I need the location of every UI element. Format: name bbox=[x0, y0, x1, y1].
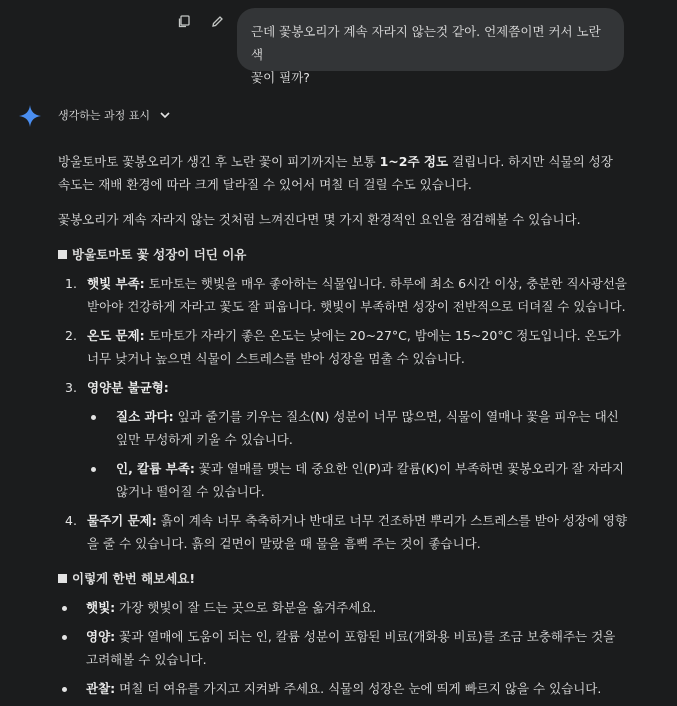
edit-pencil-icon bbox=[211, 15, 224, 28]
section-heading-tips: 이렇게 한번 해보세요! bbox=[58, 567, 628, 590]
list-item: 4. 물주기 문제: 흙이 계속 너무 축축하거나 반대로 너무 건조하면 뿌리가 스트레스를 받아 성장에 영향을 줄 수 있습니다. 흙의 겉면이 말랐을 때 물을 흠뻑 주는 것이 좋습니다. bbox=[65, 513, 628, 551]
user-message-line2: 꽃이 필까? bbox=[251, 70, 310, 85]
sparkle-icon bbox=[18, 104, 42, 128]
list-item: 3. 영양분 불균형: 질소 과다: 잎과 줄기를 키우는 질소(N) 성분이 너무 많으면, 식물이 열매나 꽃을 피우는 대신 잎만 무성하게 키울 수 있습니다. 인, 칼륨 부족: 꽃과 열매를 맺는 데 중요한 인(P)과 칼륨(K)이 부족하면 꽃봉오리가 잘 자라지 않거나 떨어질 수 있습니다. bbox=[58, 376, 628, 503]
list-item: 인, 칼륨 부족: 꽃과 열매를 맺는 데 중요한 인(P)과 칼륨(K)이 부족하면 꽃봉오리가 잘 자라지 않거나 떨어질 수 있습니다. bbox=[87, 457, 628, 503]
list-item: 관찰: 며칠 더 여유를 가지고 지켜봐 주세요. 식물의 성장은 눈에 띄게 빠르지 않을 수 있습니다. bbox=[58, 677, 628, 700]
list-item: 영양: 꽃과 열매에 도움이 되는 인, 칼륨 성분이 포함된 비료(개화용 비료)를 조금 보충해주는 것을 고려해볼 수 있습니다. bbox=[58, 625, 628, 671]
list-item: 햇빛: 가장 햇빛이 잘 드는 곳으로 화분을 옮겨주세요. bbox=[58, 596, 628, 619]
chevron-down-icon bbox=[160, 112, 170, 119]
square-bullet-icon bbox=[58, 250, 67, 259]
list-item: 질소 과다: 잎과 줄기를 키우는 질소(N) 성분이 너무 많으면, 식물이 열매나 꽃을 피우는 대신 잎만 무성하게 키울 수 있습니다. bbox=[87, 405, 628, 451]
list-item: 1. 햇빛 부족: 토마토는 햇빛을 매우 좋아하는 식물입니다. 하루에 최소 6시간 이상, 충분한 직사광선을 받아야 건강하게 자라고 꽃도 잘 피웁니다. 햇빛이 부족하면 성장이 전반적으로 더뎌질 수 있습니다. bbox=[65, 276, 627, 314]
edit-button[interactable] bbox=[208, 12, 226, 30]
second-paragraph: 꽃봉오리가 계속 자라지 않는 것처럼 느껴진다면 몇 가지 환경적인 요인을 점검해볼 수 있습니다. bbox=[58, 212, 581, 227]
copy-icon bbox=[177, 15, 190, 28]
nutrient-sublist bbox=[87, 405, 628, 503]
copy-button[interactable] bbox=[174, 12, 192, 30]
show-thinking-label: 생각하는 과정 표시 bbox=[58, 109, 151, 122]
square-bullet-icon bbox=[58, 574, 67, 583]
reasons-list bbox=[58, 272, 628, 555]
show-thinking-toggle[interactable] bbox=[58, 107, 170, 123]
intro-paragraph: 방울토마토 꽃봉오리가 생긴 후 노란 꽃이 피기까지는 보통 1~2주 정도 걸립니다. 하지만 식물의 성장 속도는 재배 환경에 따라 크게 달라질 수 있어서 며칠 더 걸릴 수도 있습니다. bbox=[58, 154, 613, 192]
section-heading-reasons: 방울토마토 꽃 성장이 더딘 이유 bbox=[58, 243, 628, 266]
tips-list bbox=[58, 596, 628, 700]
user-message-line1: 근데 꽃봉오리가 계속 자라지 않는것 같아. 언제쯤이면 커서 노란색 bbox=[251, 24, 601, 62]
assistant-response bbox=[58, 150, 628, 706]
list-item: 2. 온도 문제: 토마토가 자라기 좋은 온도는 낮에는 20~27°C, 밤에는 15~20°C 정도입니다. 온도가 너무 낮거나 높으면 식물이 스트레스를 받아 성장을 멈출 수 있습니다. bbox=[65, 328, 621, 366]
user-message-bubble bbox=[237, 8, 624, 85]
